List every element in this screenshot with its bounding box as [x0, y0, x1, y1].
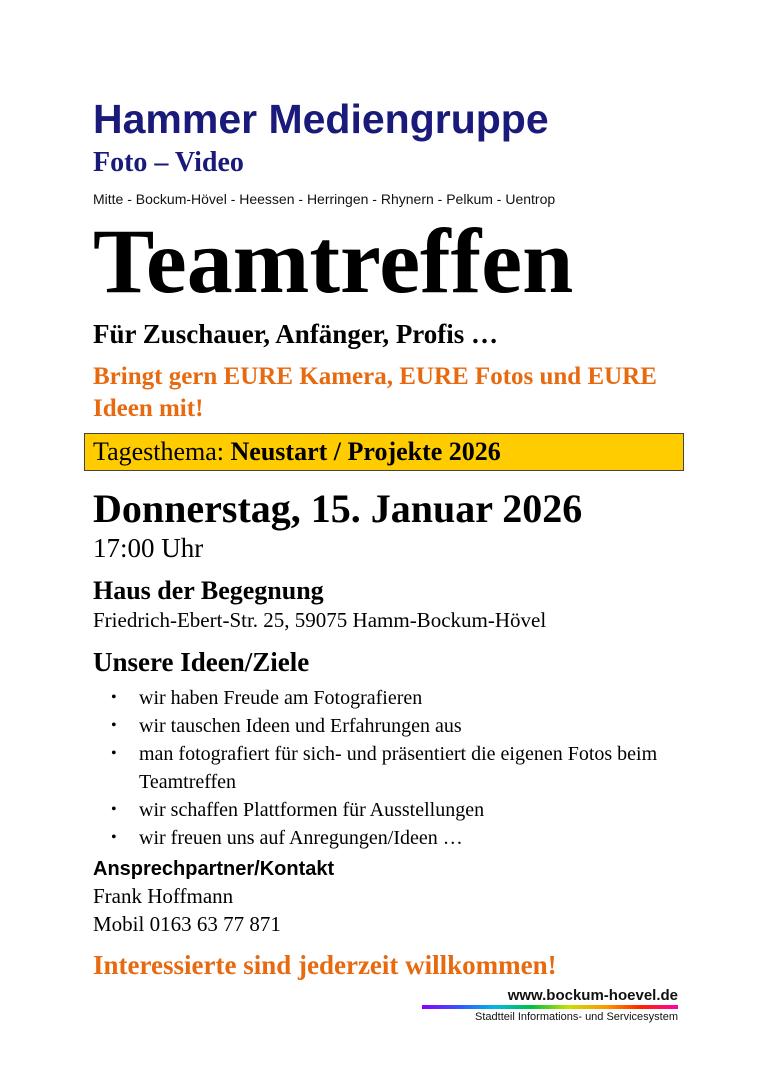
contact-name: Frank Hoffmann [93, 884, 234, 908]
goals-list [111, 684, 671, 852]
bullet-icon: • [111, 745, 117, 762]
goal-text: wir haben Freude am Fotografieren [139, 687, 423, 709]
topic-value: Neustart / Projekte 2026 [230, 437, 501, 466]
venue-address: Friedrich-Ebert-Str. 25, 59075 Hamm-Bockum-Hövel [93, 608, 547, 632]
goal-item [111, 796, 671, 824]
goal-text: man fotografiert für sich- und präsentiert die eigenen Fotos beim Teamtreffen [139, 743, 658, 793]
topic-line [93, 437, 501, 467]
bullet-icon: • [111, 829, 117, 846]
audience-line: Für Zuschauer, Anfänger, Profis … [93, 319, 499, 349]
venue-name: Haus der Begegnung [93, 576, 324, 605]
goal-text: wir tauschen Ideen und Erfahrungen aus [139, 715, 462, 737]
event-time: 17:00 Uhr [93, 533, 204, 563]
goal-item [111, 712, 671, 740]
topic-box [84, 433, 684, 471]
rainbow-divider [422, 1005, 678, 1009]
invite-text: Bringt gern EURE Kamera, EURE Fotos und EURE Ideen mit! [93, 363, 657, 422]
bullet-icon: • [111, 717, 117, 734]
goal-item [111, 684, 671, 712]
welcome-text: Interessierte sind jederzeit willkommen! [93, 950, 557, 980]
contact-heading: Ansprechpartner/Kontakt [93, 858, 335, 880]
goals-heading: Unsere Ideen/Ziele [93, 647, 310, 677]
bullet-icon: • [111, 689, 117, 706]
org-subtitle: Foto – Video [93, 147, 244, 178]
goal-text: wir schaffen Plattformen für Ausstellungen [139, 799, 485, 821]
topic-label: Tagesthema: [93, 437, 231, 466]
footer-url-link[interactable]: www.bockum-hoevel.de [507, 987, 678, 1004]
goal-item [111, 740, 671, 796]
goal-item [111, 824, 671, 852]
footer-tagline: Stadtteil Informations- und Servicesystem [475, 1011, 678, 1023]
goal-text: wir freuen uns auf Anregungen/Ideen … [139, 827, 463, 849]
bullet-icon: • [111, 801, 117, 818]
contact-phone: Mobil 0163 63 77 871 [93, 912, 281, 936]
event-date: Donnerstag, 15. Januar 2026 [93, 486, 583, 531]
org-name: Hammer Mediengruppe [93, 96, 549, 142]
event-title: Teamtreffen [93, 210, 574, 312]
districts-line: Mitte - Bockum-Hövel - Heessen - Herringen - Rhynern - Pelkum - Uentrop [93, 191, 556, 207]
